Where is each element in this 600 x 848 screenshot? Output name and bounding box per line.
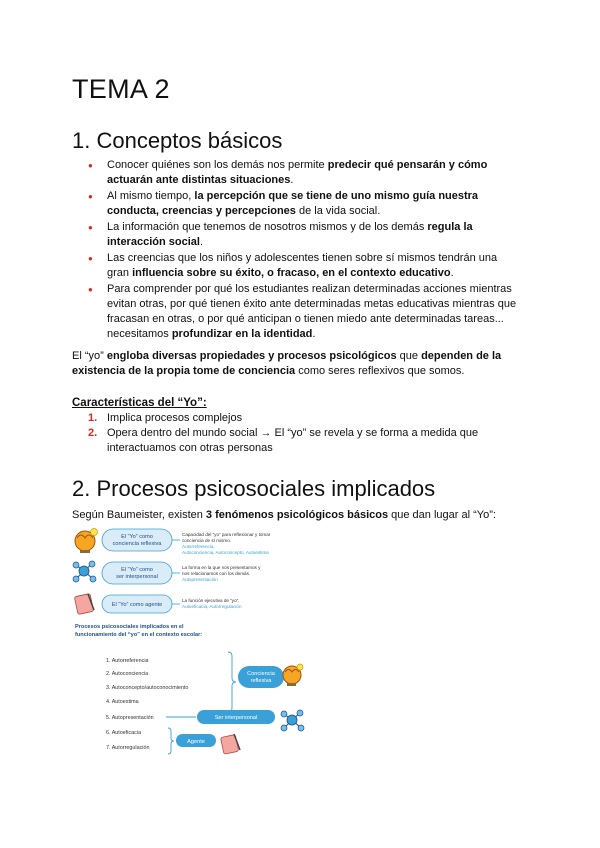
item-number: 1.	[88, 412, 98, 424]
pill-label: ser interpersonal	[116, 574, 158, 580]
pill-ser-interpersonal	[102, 562, 172, 584]
figure-caption: funcionamiento del “yo” en el contexto escolar:	[75, 632, 203, 638]
network-icon	[73, 561, 96, 582]
label-agente	[176, 734, 216, 747]
characteristic-item	[88, 426, 508, 456]
item-number: 2.	[88, 427, 98, 439]
pill-label: El “Yo” como	[121, 534, 153, 540]
svg-text:conciencia de sí mismo.: conciencia de sí mismo.	[182, 538, 232, 543]
svg-text:Ser interpersonal: Ser interpersonal	[214, 715, 258, 721]
bold-text: 3 fenómenos psicológicos básicos	[205, 509, 389, 521]
svg-text:Agente: Agente	[187, 739, 205, 745]
text-segment: .	[290, 174, 294, 186]
bullet-item	[88, 282, 518, 342]
bold-text: profundizar en la identidad	[171, 328, 313, 340]
bold-text: influencia sobre su éxito, o fracaso, en el contexto educativo	[132, 267, 451, 279]
text-segment: que dan lugar al “Yo”:	[388, 509, 496, 521]
svg-text:La forma en la que nos present: La forma en la que nos presentamos y	[182, 565, 261, 570]
label-conciencia-reflexiva	[238, 666, 284, 688]
item-text: Implica procesos complejos	[107, 412, 243, 424]
svg-text:reflexiva: reflexiva	[250, 678, 272, 684]
text-segment: .	[450, 267, 454, 279]
bold-text: predecir qué pensarán y cómo actuarán ante distintas situaciones	[107, 159, 488, 186]
psychosocial-processes-figure	[70, 524, 330, 760]
list-item: 7. Autorregulación	[106, 745, 150, 751]
baumeister-paragraph	[72, 508, 522, 523]
text-segment: que	[396, 350, 422, 362]
text-segment: Al mismo tiempo,	[107, 190, 195, 202]
svg-text:Autoconciencia, Autoconcepto,: Autoconciencia, Autoconcepto, Autoestima	[182, 550, 269, 555]
notebook-icon	[74, 594, 94, 615]
list-item: 1. Autorreferencia	[106, 658, 149, 664]
label-ser-interpersonal	[197, 710, 275, 724]
pill-label: El “Yo” como	[121, 567, 153, 573]
notebook-icon	[220, 734, 240, 754]
bold-text: engloba diversas propiedades y procesos psicológicos	[106, 350, 397, 362]
section-heading-conceptos: 1. Conceptos básicos	[72, 128, 283, 153]
description-agente	[182, 598, 242, 609]
text-segment: .	[199, 236, 203, 248]
svg-text:Autopresentación: Autopresentación	[182, 577, 218, 582]
bold-text: dependen de la existencia de la propia tome de conciencia	[72, 350, 502, 377]
svg-text:Autorreferencia,: Autorreferencia,	[182, 544, 215, 549]
svg-text:Capacidad del “yo” para reflex: Capacidad del “yo” para reflexionar y tomar	[182, 532, 271, 537]
bullet-item	[88, 251, 518, 281]
bracket-agente	[168, 728, 174, 754]
svg-text:nos relacionamos con los demás: nos relacionamos con los demás.	[182, 571, 251, 576]
bullet-item	[88, 158, 518, 188]
svg-text:Conciencia: Conciencia	[247, 671, 275, 677]
characteristics-list	[88, 411, 508, 456]
bullet-item	[88, 189, 518, 219]
process-list	[106, 658, 188, 751]
characteristic-item	[88, 411, 508, 426]
bold-text: regula la interacción social	[107, 221, 473, 248]
figure-caption: Procesos psicosociales implicados en el	[75, 624, 184, 630]
characteristics-heading: Características del “Yo”:	[72, 397, 207, 409]
pill-label: conciencia reflexiva	[112, 541, 162, 547]
list-item: 5. Autopresentación	[106, 715, 154, 721]
list-item: 2. Autoconciencia	[106, 671, 149, 677]
text-segment: Las creencias que los niños y adolescentes tienen sobre sí mismos tendrán una gran	[107, 252, 498, 279]
text-segment: como seres reflexivos que somos.	[295, 365, 465, 377]
bracket-conciencia	[228, 652, 236, 712]
brain-icon	[75, 529, 98, 554]
section-heading-procesos: 2. Procesos psicosociales implicados	[72, 476, 436, 501]
pill-label: El “Yo” como agente	[111, 602, 163, 608]
text-segment: Para comprender por qué los estudiantes realizan determinadas acciones mientras evitan otras, por qué tienen éxito ante determinadas metas educativas mientras que fracasan en otras, o por qué anticipan o tienen miedo ante determinadas tareas... necesitamos	[107, 283, 517, 340]
yo-definition-paragraph	[72, 349, 522, 379]
svg-text:La función ejecutiva de “yo”.: La función ejecutiva de “yo”.	[182, 598, 240, 603]
concepts-bullet-list	[88, 158, 518, 343]
text-segment: Conocer quiénes son los demás nos permite	[107, 159, 328, 171]
pill-conciencia-reflexiva	[102, 529, 172, 551]
text-segment: El “yo”	[72, 350, 107, 362]
list-item: 6. Autoeficacia	[106, 730, 142, 736]
svg-text:Autoeficacia, Autorregulación: Autoeficacia, Autorregulación	[182, 604, 242, 609]
list-item: 4. Autoestima	[106, 699, 139, 705]
text-segment: La información que tenemos de nosotros mismos y de los demás	[107, 221, 428, 233]
list-item: 3. Autoconcepto/autoconocimiento	[106, 685, 189, 691]
text-segment: Según Baumeister, existen	[72, 509, 206, 521]
document-title: TEMA 2	[72, 74, 170, 104]
text-segment: de la vida social.	[295, 205, 381, 217]
bold-text: la percepción que se tiene de uno mismo guía nuestra conducta, creencias y percepciones	[107, 190, 479, 217]
description-conciencia	[182, 532, 271, 555]
pill-agente	[102, 595, 172, 613]
bullet-item	[88, 220, 518, 250]
text-segment: .	[312, 328, 316, 340]
description-interpersonal	[182, 565, 261, 582]
network-icon	[281, 710, 304, 731]
brain-icon	[283, 664, 303, 686]
item-text: Opera dentro del mundo social → El “yo” se revela y se forma a medida que interactuamos con otras personas	[107, 427, 479, 454]
